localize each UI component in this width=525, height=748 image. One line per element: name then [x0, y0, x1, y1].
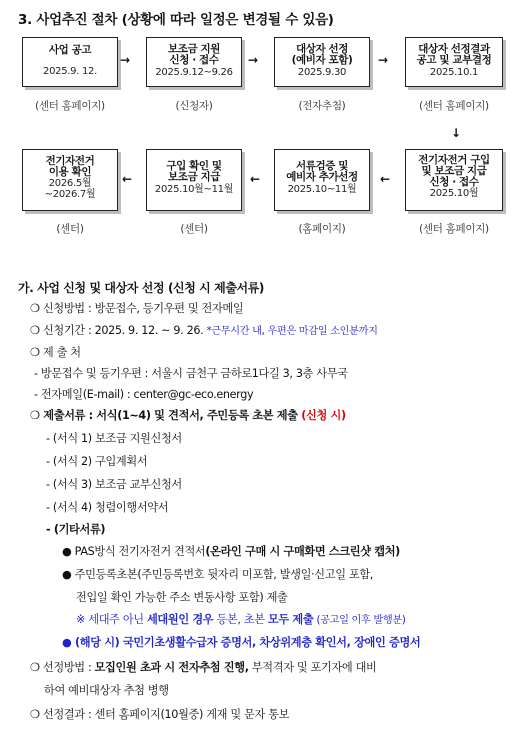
step-announcement [22, 37, 118, 87]
period-note: *근무시간 내, 우편은 마감일 소인분까지 [206, 326, 378, 337]
step-date: 2026.5월 [48, 178, 92, 189]
step-usage-check [22, 149, 118, 211]
selection-method-line-2: 하여 예비대상자 추첨 병행 [44, 684, 169, 697]
step-application [146, 37, 242, 87]
form-4: - (서식 4) 청렴이행서약서 [46, 501, 169, 514]
destination-line: ❍ 제 출 처 [30, 346, 81, 359]
household-note: ※ 세대주 아닌 세대원인 경우 등본, 초본 모두 제출 (공고일 이후 발행분) [76, 613, 406, 626]
step-caption: (센터 홈페이지) [419, 100, 489, 112]
step-result [405, 37, 503, 87]
circle-bullet-icon: ❍ [30, 324, 40, 337]
step-caption: (센터) [56, 223, 84, 235]
circle-bullet-icon: ❍ [30, 661, 40, 674]
step-caption: (신청자) [175, 100, 213, 112]
dot-bullet-icon: ● [62, 545, 72, 558]
step-date: 2025.10.1 [429, 67, 479, 78]
step-title-2: 신청 · 접수 [169, 54, 219, 66]
resident-cert-line: ● 주민등록초본(주민등록번호 뒷자리 미포함, 발생일·신고일 포함, [62, 568, 373, 581]
form-3: - (서식 3) 보조금 교부신청서 [46, 478, 182, 491]
circle-bullet-icon: ❍ [30, 346, 40, 359]
note-icon: ※ [76, 613, 86, 626]
circle-bullet-icon: ❍ [30, 302, 40, 315]
period-line: ❍ 신청기간 : 2025. 9. 12. ~ 9. 26. *근무시간 내, 우편은 마감일 소인분까지 [30, 324, 378, 337]
step-date: 2025.9.30 [297, 67, 347, 78]
resident-cert-line-2: 전입일 확인 가능한 주소 변동사항 포함) 제출 [76, 591, 288, 604]
step-title-2: (예비자 포함) [291, 54, 353, 66]
circle-bullet-icon: ❍ [30, 409, 40, 422]
step-title: 사업 공고 [48, 44, 92, 56]
step-title: 서류검증 및 [296, 160, 348, 172]
step-caption: (센터) [180, 223, 208, 235]
method-line: ❍ 신청방법 : 방문접수, 등기우편 및 전자메일 [30, 302, 244, 315]
step-caption: (홈페이지) [298, 223, 346, 235]
step-selection [274, 37, 370, 87]
right-arrow-icon: → [120, 53, 131, 67]
step-caption: (센터 홈페이지) [35, 100, 105, 112]
section-heading: 가. 사업 신청 및 대상자 선정 (신청 시 제출서류) [18, 281, 265, 295]
documents-line: ❍ 제출서류 : 서식(1~4) 및 견적서, 주민등록 초본 제출 (신청 시) [30, 409, 346, 422]
step-date: 2025.10월~11월 [154, 184, 234, 195]
step-date: 2025.10월 [429, 188, 479, 199]
process-title: 3. 사업추진 절차 (상황에 따라 일정은 변경될 수 있음) [18, 12, 334, 28]
step-date-2: ~2026.7월 [44, 189, 96, 200]
step-subsidy-application [405, 149, 503, 211]
step-title: 구입 확인 및 [166, 160, 222, 172]
step-title: 보조금 지원 [168, 43, 220, 55]
extra-docs-line: ● (해당 시) 국민기초생활수급자 증명서, 차상위계층 확인서, 장애인 증명서 [62, 636, 421, 649]
step-verification [274, 149, 370, 211]
step-title: 대상자 선정 [296, 43, 348, 55]
step-caption: (전자추첨) [298, 100, 346, 112]
left-arrow-icon: ← [250, 172, 261, 186]
step-title-2: 및 보조금 지급 [421, 165, 487, 177]
step-title: 대상자 선정결과 [418, 43, 490, 55]
step-date: 2025.9.12~9.26 [155, 67, 233, 78]
step-title-2: 공고 및 교부결정 [416, 54, 492, 66]
form-1: - (서식 1) 보조금 지원신청서 [46, 432, 182, 445]
dot-bullet-icon: ● [62, 568, 72, 581]
other-docs-heading: - (기타서류) [46, 523, 106, 536]
down-arrow-icon: ↓ [451, 126, 462, 140]
step-title: 전기자전거 구입 [418, 154, 490, 166]
step-purchase-check [146, 149, 242, 211]
step-title: 전기자전거 [45, 155, 95, 167]
step-date: 2025.9. 12. [43, 66, 97, 77]
selection-result-line: ❍ 선정결과 : 센터 홈페이지(10월중) 게재 및 문자 통보 [30, 708, 290, 721]
right-arrow-icon: → [378, 53, 389, 67]
form-2: - (서식 2) 구입계획서 [46, 455, 148, 468]
visit-line: - 방문접수 및 등기우편 : 서울시 금천구 금하로1다길 3, 3층 사무국 [34, 367, 348, 380]
pas-quote-line: ● PAS방식 전기자전거 견적서(온라인 구매 시 구매화면 스크린샷 캡처) [62, 545, 400, 558]
left-arrow-icon: ← [380, 172, 391, 186]
step-date: 2025.10~11월 [287, 184, 357, 195]
step-caption: (센터 홈페이지) [419, 223, 489, 235]
circle-bullet-icon: ❍ [30, 708, 40, 721]
left-arrow-icon: ← [122, 172, 133, 186]
dot-bullet-icon: ● [62, 636, 72, 649]
email-line: - 전자메일(E-mail) : center@gc-eco.energy [34, 388, 254, 401]
step-title-2: 예비자 추가선정 [286, 171, 358, 183]
step-title-2: 이용 확인 [48, 166, 92, 178]
step-title-2: 보조금 지급 [168, 171, 220, 183]
right-arrow-icon: → [248, 53, 259, 67]
step-title-3: 신청 · 접수 [429, 176, 479, 188]
on-application-note: (신청 시) [301, 409, 346, 422]
selection-method-line: ❍ 선정방법 : 모집인원 초과 시 전자추첨 진행, 부적격자 및 포기자에 대비 [30, 661, 377, 674]
